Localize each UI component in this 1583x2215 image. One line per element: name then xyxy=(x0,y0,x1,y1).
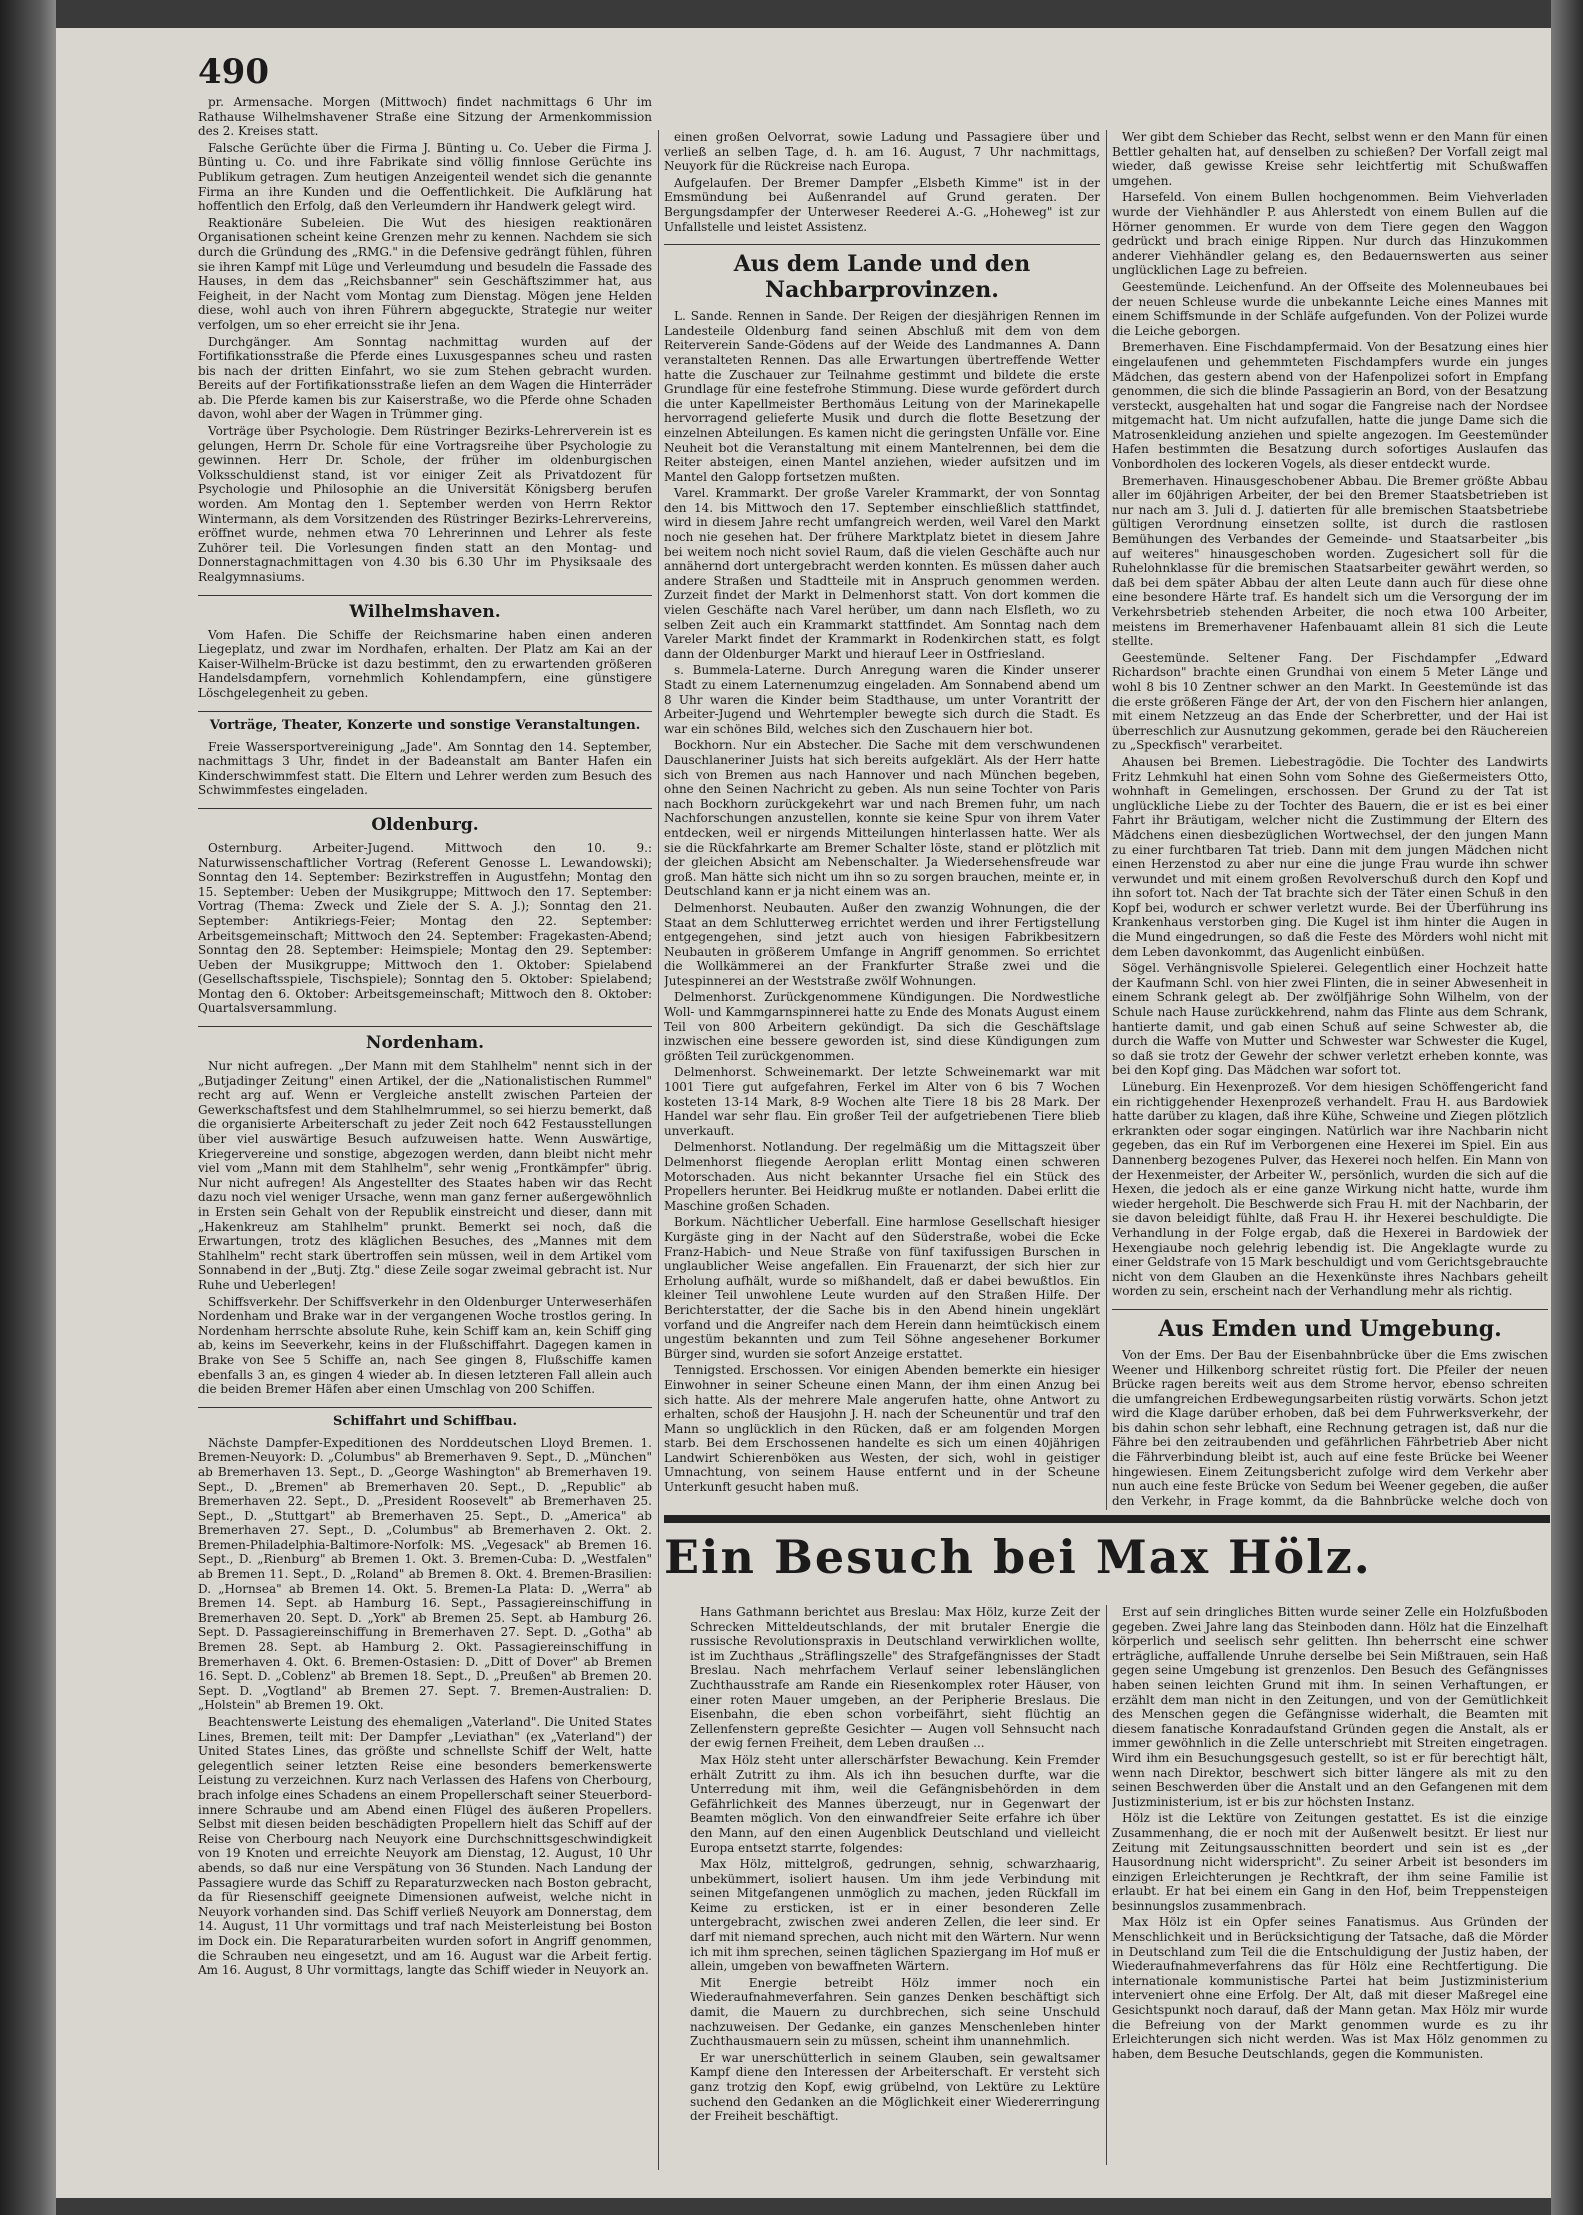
book-binding xyxy=(0,0,56,2215)
feature-column-right xyxy=(1112,1605,1548,2165)
page-edge xyxy=(1551,0,1583,2215)
paragraph: Nur nicht aufregen. „Der Mann mit dem Stahlhelm" nennt sich in der „Butjadinger Zeitung" einen Artikel, der die „Nationalistischen Rummel" recht arg auf. Wenn er Vergleiche anstellt zwischen Parteien der Gewerkschaftsfest und dem Stahlhelmrummel, so sei hierzu bemerkt, daß die organisierte Arbeiterschaft zu jeder Zeit noch 642 Festausstellungen über viel auswärtige Besuch aufzuweisen hatte. Wenn Auswärtige, Kriegervereine und sonstige, abgezogen werden, dann bleibt nicht mehr viel vom „Mann mit dem Stahlhelm", sehr wenig „Frontkämpfer" übrig. Nur nicht aufregen! Als Angestellter des Staates haben wir das Recht dazu noch viel weniger Ursache, wenn man ganz ferner außergewöhnlich in Ersten sein Gehalt von der Republik einstreicht und dieser, dann mit „Hakenkreuz am Stahlhelm" prunkt. Bemerkt sei noch, daß die Erwartungen, trotz des kläglichen Besuches, des „Mannes mit dem Stahlhelm" recht stark übertroffen sein müssen, weil in dem Artikel vom Sonnabend in der „Butj. Ztg." diese Zeile sogar zweimal gebracht ist. Nur Ruhe und Ueberlegen! xyxy=(198,1059,652,1292)
paragraph: Delmenhorst. Zurückgenommene Kündigungen. Die Nordwestliche Woll- und Kammgarnspinnerei hatte zu Ende des Monats August einem Teil von 800 Arbeitern gekündigt. Da sich die Geschäftslage inzwischen eine bessere geworden ist, sind diese Kündigungen zum größten Teil zurückgenommen. xyxy=(664,990,1100,1063)
paragraph: Delmenhorst. Notlandung. Der regelmäßig um die Mittagszeit über Delmenhorst fliegende Aeroplan erlitt Montag einen schweren Motorschaden. Aus nicht bekannter Ursache fiel ein Stück des Propellers herunter. Bei Heidkrug mußte er notlanden. Dabei erlitt die Maschine großen Schaden. xyxy=(664,1140,1100,1213)
paragraph: Borkum. Nächtlicher Ueberfall. Eine harmlose Gesellschaft hiesiger Kurgäste ging in der Nacht auf den Süderstraße, wobei die Ecke Franz-Habich- und Neue Straße von fünf taxifussigen Burschen in unglaublicher Weise angefallen. Ein Frauenarzt, der sich hier zur Erholung aufhält, wurde so mißhandelt, daß er dabei bewußtlos. Ein kleiner Teil unwohlene Leute wurden auf den Straßen Hilfe. Der Berichterstatter, der die Sache bis in den Abend hinein ungeklärt vorfand und die Angreifer nach dem Herein dann heimtückisch einem ungestüm bekannten und zum Teil Söhne angesehener Borkumer Bürger sind, wurden sie sofort Anzeige erstattet. xyxy=(664,1215,1100,1361)
column-rule xyxy=(1106,130,1107,1510)
paragraph: Aufgelaufen. Der Bremer Dampfer „Elsbeth Kimme" ist in der Emsmündung bei Außenrandel auf Grund geraten. Der Bergungsdampfer der Unterweser Reederei A.-G. „Hoheweg" ist zur Unfallstelle und leistet Assistenz. xyxy=(664,175,1100,234)
paragraph: Varel. Krammarkt. Der große Vareler Krammarkt, der von Sonntag den 14. bis Mittwoch den 17. September einschließlich stattfindet, wird in diesem Jahre recht umfangreich werden, weil Varel den Markt noch nie gesehen hat. Der frühere Marktplatz bietet in diesem Jahre bei weitem noch nicht soviel Raum, daß die vielen Geschäfte auch nur annähernd dort untergebracht werden konnten. Es müssen daher auch andere Straßen und Stadtteile mit in Anspruch genommen werden. Zurzeit findet der Markt in Delmenhorst statt. Von dort kommen die vielen Geschäfte nach Varel herüber, um dann nach Elsfleth, wo zu selben Zeit auch ein Krammarkt stattfindet. Am Sonntag nach dem Vareler Markt findet der Krammarkt in Rodenkirchen statt, es folgt dann der Oldenburger Markt und hierauf Leer in Ostfriesland. xyxy=(664,486,1100,661)
paragraph: Hans Gathmann berichtet aus Breslau: Max Hölz, kurze Zeit der Schrecken Mitteldeutschlands, der mit brutaler Energie die russische Revolutionspraxis in Deutschland verwirklichen wollte, ist im Zuchthaus „Sträflingszelle" des Strafgefängnisses der Stadt Breslau. Nach mehrfachem Verlauf seiner lebenslänglichen Zuchthausstrafe am Rande ein Riesenkomplex roter Häuser, von einer roten Mauer umgeben, an der Peripherie Breslaus. Die Eisenbahn, die eben schon vorbeifährt, sieht flüchtig an Zellenfenstern gepreßte Gesichter — Augen voll Sehnsucht nach der ewig fernen Freiheit, dem Leben draußen ... xyxy=(690,1605,1100,1751)
section-heading: Vorträge, Theater, Konzerte und sonstige Veranstaltungen. xyxy=(198,711,652,734)
paragraph: Von der Ems. Der Bau der Eisenbahnbrücke über die Ems zwischen Weener und Hilkenborg schreitet rüstig fort. Die Pfeiler der neuen Brücke ragen bereits weit aus dem Strome hervor, ebenso schreiten die umfangreichen Erdbewegungsarbeiten rüstig vorwärts. Schon jetzt wird die Klage darüber erhoben, daß bei dem Fuhrwerksverkehr, der bis dahin schon sehr lebhaft, eine Rechnung getragen ist, daß nur die Fähre bei den zeitraubenden und gefährlichen Fährbetrieb Aber nicht die Fährverbindung bleibt ist, auch auf eine feste Brücke bei Weener hingewiesen. Einem Zeitungsbericht zufolge wird dem Verkehr aber nun auch eine feste Brücke von Sedum bei Weener gegeben, die außer den Verkehr, in Frage kommt, da die Bahnbrücke welche doch von xyxy=(1112,1347,1548,1508)
paragraph: Lüneburg. Ein Hexenprozeß. Vor dem hiesigen Schöffengericht fand ein richtiggehender Hexenprozeß verhandelt. Frau H. aus Bardowiek hatte darüber zu klagen, daß ihre Kühe, Schweine und Ziegen plötzlich erkrankten oder sogar eingingen. Natürlich war ihre Nachbarin nicht gegeben, das ein Ruf im Verborgenen eine Hexerei im Spiel. Ein aus Dannenberg bezogenes Pulver, das Hexerei noch helfen. Ein Mann von der Hexenmeister, der Arbeiter W., persönlich, wurden die sich auf die Hexen, die jedoch als er eine ganze Wirkung nicht hatte, wurde ihm wieder hergeholt. Die Beschwerde sich Frau H. mit der Nachbarin, der sie davon beleidigt fühlte, daß Frau H. ihr Hexerei beschuldigte. Die Verhandlung in der Folge ergab, daß die Hexerei in Bardowiek der Hexengiaube noch gelehrig lebendig ist. Die Angeklagte wurde zu einer Geldstrafe von 15 Mark beschuldigt und vom Gerichtsgebrauchte nicht von dem Glauben an die Hexenkünste ihres Nachbars geheilt worden zu sein, erscheint nach der Verhandlung mehr als richtig. xyxy=(1112,1080,1548,1299)
paragraph: pr. Armensache. Morgen (Mittwoch) findet nachmittags 6 Uhr im Rathause Wilhelmshavener Straße eine Sitzung der Armenkommission des 2. Kreises statt. xyxy=(198,95,652,139)
paragraph: Falsche Gerüchte über die Firma J. Bünting u. Co. Ueber die Firma J. Bünting u. Co. und ihre Fabrikate sind völlig finnlose Gerüchte ins Publikum getragen. Zum heutigen Anzeigenteil wendet sich die genannte Firma an ihre Kunden und die Oeffentlichkeit. Die Aufklärung hat hoffentlich den Erfolg, daß den Verleumdern ihr Handwerk gelegt wird. xyxy=(198,140,652,214)
paragraph: Tennigsted. Erschossen. Vor einigen Abenden bemerkte ein hiesiger Einwohner in seiner Scheune einen Mann, der ihm einen Anzug bei sich hatte. Als der mehrere Male angerufen hatte, ohne Antwort zu erhalten, schoß der Hausjohn J. H. nach der Scheunentür und traf den Mann so unglücklich in den Rücken, daß er am folgenden Morgen starb. Bei dem Erschossenen handelte es sich um einen 40jährigen Landwirt Schierenböken aus Westen, der sich, wohl in geistiger Umnachtung, von seinem Hause entfernt und in der Scheune Unterkunft gesucht haben muß. xyxy=(664,1363,1100,1495)
paragraph: Beachtenswerte Leistung des ehemaligen „Vaterland". Die United States Lines, Bremen, teilt mit: Der Dampfer „Leviathan" (ex „Vaterland") der United States Lines, das größte und schnellste Schiff der Welt, hatte gelegentlich seiner letzten Reise eine besonders bemerkenswerte Leistung zu verzeichnen. Kurz nach Verlassen des Hafens von Cherbourg, brach infolge eines Schadens an einem Propellerschaft seiner Steuerbord-innere Schraube und am Abend einen Flügel des äußeren Propellers. Selbst mit diesen beiden beschädigten Propellern hielt das Schiff auf der Reise von Cherbourg nach Neuyork eine Durchschnittsgeschwindigkeit von 19 Knoten und erreichte Neuyork am Dienstag, 12. August, 10 Uhr abends, so daß nur eine Verspätung von 36 Stunden. Nach Landung der Passagiere wurde das Schiff zu Reparaturzwecken nach Boston gebracht, da für Riesenschiff geeignete Dimensionen aufweist, welche nicht in Neuyork vorhanden sind. Das Schiff verließ Neuyork am Donnerstag, dem 14. August, 11 Uhr vormittags und traf nach Meisterleistung bei Boston im Dock ein. Die Reparaturarbeiten wurden sofort in Angriff genommen, die Schrauben neu eingesetzt, und am 16. August war die Arbeit fertig. Am 16. August, 8 Uhr vormittags, langte das Schiff wieder in Neuyork an. xyxy=(198,1715,652,1978)
column-1 xyxy=(198,95,652,2170)
paragraph: Geestemünde. Leichenfund. An der Offseite des Molenneubaues bei der neuen Schleuse wurde die unbekannte Leiche eines Mannes mit einem Schiffsmunde in der Schläfe aufgefunden. Von der Polizei wurde die Leiche geborgen. xyxy=(1112,279,1548,338)
paragraph: Vom Hafen. Die Schiffe der Reichsmarine haben einen anderen Liegeplatz, und zwar im Nordhafen, erhalten. Der Platz am Kai an der Kaiser-Wilhelm-Brücke ist dazu bestimmt, den zu erwartenden größeren Handelsdampfern, vornehmlich Kohlendampfern, eine günstigere Löschgelegenheit zu geben. xyxy=(198,627,652,700)
paragraph: Max Hölz ist ein Opfer seines Fanatismus. Aus Gründen der Menschlichkeit und in Berücksichtigung der Tatsache, daß die Mörder in Deutschland zum Teil die die Entschuldigung der Justiz haben, der Wiederaufnahmeverfahrens das für Hölz eine Rechtfertigung. Die internationale kommunistische Partei hat beim Justizministerium interveniert ohne eine Erfolg. Der Alt, daß mit dieser Maßregel eine Gesichtspunkt noch darauf, daß der Mann getan. Max Hölz mir wurde die Befreiung von der Markt genommen wurde es zu ihr Erleichterungen sich nicht werden. Was ist Max Hölz genommen zu haben, dem Besuche Deutschlands, gegen die Kommunisten. xyxy=(1112,1915,1548,2061)
paragraph: Schiffsverkehr. Der Schiffsverkehr in den Oldenburger Unterweserhäfen Nordenham und Brake war in der vergangenen Woche trostlos gering. In Nordenham herrschte absolute Ruhe, kein Schiff kam an, kein Schiff ging ab, keins im Seeverkehr, keins in der Flußschiffahrt. Dagegen kamen in Brake von See 5 Schiffe an, nach See gingen 8, Flußschiffe kamen ebenfalls 3 an, es gingen 4 wieder ab. In diesen letzteren Fall allein auch die beiden Bremer Häfen aber einen Umschlag von 200 Schiffen. xyxy=(198,1294,652,1397)
paragraph: Mit Energie betreibt Hölz immer noch ein Wiederaufnahmeverfahren. Sein ganzes Denken beschäftigt sich damit, die Mauern zu durchbrechen, sich seine Unschuld nachzuweisen. Der Gedanke, ein ganzes Menschenleben hinter Zuchthausmauern sein zu müssen, scheint ihm unannehmlich. xyxy=(690,1975,1100,2049)
paragraph: L. Sande. Rennen in Sande. Der Reigen der diesjährigen Rennen im Landesteile Oldenburg fand seinen Abschluß mit dem von dem Reiterverein Sande-Gödens auf der Weide des Landmannes A. Dann veranstalteten Rennen. Das alle Erwartungen übertreffende Wetter hatte die Zuschauer zur Teilnahme gestimmt und bildete die erste Grundlage für eine festefrohe Stimmung. Diese wurde gefördert durch die unter Kapellmeister Berthomäus Leitung von der Marinekapelle hervorragend gelieferte Musik und durch die flotte Besetzung der einzelnen Abteilungen. Es kamen nicht die geringsten Unfälle vor. Eine Neuheit bot die Veranstaltung mit einem Mantelrennen, bei dem die Reiter absteigen, einen Mantel anziehen, wieder aufsitzen und im Mantel den Galopp fortsetzen mußten. xyxy=(664,309,1100,484)
page-number: 490 xyxy=(198,52,269,92)
paragraph: Bockhorn. Nur ein Abstecher. Die Sache mit dem verschwundenen Dauschlaneriner Juists hat sich bereits aufgeklärt. Als der Herr hatte sich von Bremen aus nach Hannover und nach München begeben, ohne den Seinen Nachricht zu geben. Als nun seine Tochter von Paris nach Bockhorn zurückgekehrt war und nach Bremen fuhr, um nach Nachforschungen anzustellen, konnte sie keine Spur von ihrem Vater entdecken, weil er nirgends Mitteilungen hinterlassen hatte. Wer als sie die Rückfahrkarte am Bremer Schalter löste, stand er plötzlich mit der gleichen Absicht am Nebenschalter. Ja Wiedersehensfreude war groß. Man hätte sich nicht um ihn so zu sorgen brauchen, meinte er, in Deutschland kann er ja nicht einem was an. xyxy=(664,738,1100,899)
paragraph: Delmenhorst. Neubauten. Außer den zwanzig Wohnungen, die der Staat an dem Schlutterweg errichtet werden und ihrer Fertigstellung entgegengehen, sind jetzt auch von hiesigen Fabrikbesitzern Neubauten in größerem Umfange in Angriff genommen. So errichtet die Wollkämmerei an der Frankfurter Straße zwei und die Jutespinnerei an der Weststraße zwölf Wohnungen. xyxy=(664,900,1100,988)
section-heading: Schiffahrt und Schiffbau. xyxy=(198,1407,652,1430)
section-heading: Wilhelmshaven. xyxy=(198,595,652,622)
paragraph: Wer gibt dem Schieber das Recht, selbst wenn er den Mann für einen Bettler gehalten hat, auf denselben zu schießen? Der Vorfall zeigt mal wieder, daß gewisse Kreise sehr leichtfertig mit Schußwaffen umgehen. xyxy=(1112,130,1548,188)
banner-rule xyxy=(664,1515,1550,1523)
column-2 xyxy=(664,130,1100,1510)
paragraph: Reaktionäre Subeleien. Die Wut des hiesigen reaktionären Organisationen scheint keine Grenzen mehr zu kennen. Nachdem sie sich durch die Gründung des „RMG." in die Defensive gedrängt fühlen, führen sie ihren Kampf mit Lüge und Verleumdung und besudeln die Fassade des Hauses, in dem das „Reichsbanner" sein Geschäftszimmer hat, aus Feigheit, in der Nacht vom Montag zum Dienstag. Mögen jene Helden diese, wohl auch von ihren Führern abgeguckte, Strategie nur weiter verfolgen, um so eher erreicht sie ihr Jena. xyxy=(198,215,652,332)
paragraph: einen großen Oelvorrat, sowie Ladung und Passagiere über und verließ an selben Tage, d. h. am 16. August, 7 Uhr nachmittags, Neuyork für die Rückreise nach Europa. xyxy=(664,130,1100,174)
paragraph: Durchgänger. Am Sonntag nachmittag wurden auf der Fortifikationsstraße die Pferde eines Luxusgespannes scheu und rasten bis nach der dritten Einfahrt, wo sie zum Stehen gebracht wurden. Bereits auf der Fortifikationsstraße liefen an dem Wagen die Hinterräder ab. Die Pferde kamen bis zur Kaiserstraße, wo die Pferde ohne Schaden davon, wohl aber der Wagen in Trümmer ging. xyxy=(198,334,652,422)
paragraph: Harsefeld. Von einem Bullen hochgenommen. Beim Viehverladen wurde der Viehhändler P. aus Ahlerstedt von einem Bullen auf die Hörner genommen. Er wurde von dem Tiere gegen den Waggon gedrückt und brach einige Rippen. Nur durch das Hinzukommen anderer Viehhändler gelang es, den Bedauernswerten aus seiner unglücklichen Lage zu befreien. xyxy=(1112,190,1548,278)
paragraph: Bremerhaven. Hinausgeschobener Abbau. Die Bremer größte Abbau aller im 60jährigen Arbeiter, der bei den Bremer Staatsbetrieben ist nur nach am 3. Juli d. J. datierten für alle bremischen Staatsbetriebe gültigen Verordnung einsetzen sollte, ist durch die rastlosen Bemühungen des Verbandes der Gemeinde- und Staatsarbeiter „bis auf weiteres" hinausgeschoben worden. Zugesichert soll für die Ruhelohnklasse für die bremischen Staatsarbeiter gewährt werden, so daß bei dem später Abbau der alten Leute dann auch für diese ohne eine besondere Härte traf. Es handelt sich um die Versorgung der im Verkehrsbetrieb stehenden Arbeiter, die noch etwa 100 Arbeiter, meistens im Bremerhavener Hafenbauamt allein 81 sich die Leute stellte. xyxy=(1112,473,1548,649)
paragraph: Max Hölz steht unter allerschärfster Bewachung. Kein Fremder erhält Zutritt zu ihm. Als ich ihn besuchen durfte, war die Unterredung mit ihm, weil die Gefängnisbehörden in dem Gefährlichkeit des Mannes überzeugt, nur in Gegenwart der Beamten möglich. Von den einwandfreier Seite erfahre ich über den Mann, auf den einen Augenblick Deutschland und vielleicht Europa entsetzt starrte, folgendes: xyxy=(690,1752,1100,1855)
paragraph: Sögel. Verhängnisvolle Spielerei. Gelegentlich einer Hochzeit hatte der Kaufmann Schl. von hier zwei Flinten, die in seiner Abwesenheit in einem Schrank gelegt ab. Der zwölfjährige Sohn Wilhelm, von der Schule nach Hause zurückkehrend, nahm das Flinte aus dem Schrank, hantierte damit, und gab einen Schuß auf seine Schwester ab, die durch die Waffe von Mutter und Schwester war Schwester die Kugel, so daß sie trotz der Gewehr der schwer verletzt erheben konnte, was bei den Kopf ging. Das Mädchen war sofort tot. xyxy=(1112,961,1548,1078)
paragraph: Nächste Dampfer-Expeditionen des Norddeutschen Lloyd Bremen. 1. Bremen-Neuyork: D. „Columbus" ab Bremerhaven 9. Sept., D. „München" ab Bremerhaven 13. Sept., D. „George Washington" ab Bremerhaven 19. Sept., D. „Bremen" ab Bremerhaven 20. Sept., D. „Republic" ab Bremerhaven 22. Sept., D. „President Roosevelt" ab Bremerhaven 25. Sept., D. „Stuttgart" ab Bremerhaven 25. Sept., D. „America" ab Bremerhaven 27. Sept., D. „Columbus" ab Bremerhaven 2. Okt. 2. Bremen-Philadelphia-Baltimore-Norfolk: MS. „Vegesack" ab Bremen 16. Sept., D. „Rienburg" ab Bremen 1. Okt. 3. Bremen-Cuba: D. „Westfalen" ab Bremen 11. Sept., D. „Roland" ab Bremen 8. Okt. 4. Bremen-Brasilien: D. „Hornsea" ab Bremen 14. Okt. 5. Bremen-La Plata: D. „Werra" ab Bremen 14. Sept. ab Hamburg 16. Sept., Passagiereinschiffung in Bremerhaven 20. Sept. D. „York" ab Bremen 25. Sept. ab Hamburg 26. Sept. D. Passagiereinschiffung in Bremerhaven 27. Sept. D. „Gotha" ab Bremen 28. Sept. ab Hamburg 2. Okt. Passagiereinschiffung in Bremerhaven 4. Okt. 6. Bremen-Ostasien: D. „Ditt of Dover" ab Bremen 16. Sept. D. „Coblenz" ab Bremen 18. Sept., D. „Preußen" ab Bremen 20. Sept. D. „Vogtland" ab Bremen 27. Sept. 7. Bremen-Australien: D. „Holstein" ab Bremen 19. Okt. xyxy=(198,1435,652,1713)
paragraph: Hölz ist die Lektüre von Zeitungen gestattet. Es ist die einzige Zusammenhang, die er noch mit der Außenwelt besitzt. Er liest nur Zeitung mit Zeitungsausschnitten beordert und sein ist es „der Hausordnung nicht widerspricht". Zu seiner Arbeit ist besonders im einzigen Erleichterungen je Rechtkraft, der ihm seine Familie ist erlaubt. Er hat bei einem ein Gang in den Hof, beim Treppensteigen besinnungslos zusammenbrach. xyxy=(1112,1811,1548,1913)
paragraph: Vorträge über Psychologie. Dem Rüstringer Bezirks-Lehrerverein ist es gelungen, Herrn Dr. Schole für eine Vortragsreihe über Psychologie zu gewinnen. Herr Dr. Schole, der früher im oldenburgischen Volksschuldienst stand, ist vor einiger Zeit als Privatdozent für Psychologie und Philosophie an die Universität Königsberg berufen worden. Am Montag den 1. September werden von Herrn Rektor Wintermann, als dem Vorsitzenden des Rüstringer Bezirks-Lehrervereins, eröffnet wurde, nehmen etwa 70 Lehrerinnen und Lehrer als feste Zuhörer teil. Die Vorlesungen finden statt an den Montag- und Donnerstagnachmittagen von 4.30 bis 6.30 Uhr im Physiksaale des Realgymnasiums. xyxy=(198,424,652,584)
column-rule xyxy=(658,130,659,2170)
section-heading: Oldenburg. xyxy=(198,808,652,835)
paragraph: Max Hölz, mittelgroß, gedrungen, sehnig, schwarzhaarig, unbekümmert, isoliert hausen. Um ihm jede Verbindung mit seinen Mitgefangenen unmöglich zu machen, jeden Rückfall im Keime zu ersticken, ist er in einer besonderen Zelle untergebracht, zwischen zwei anderen Zellen, die leer sind. Er darf mit niemand sprechen, auch nicht mit den Wärtern. Nur wenn ich mit ihm sprechen, seinen täglichen Spaziergang im Hof muß er allein, umgeben von bewaffneten Wärtern. xyxy=(690,1857,1100,1974)
section-heading: Aus Emden und Umgebung. xyxy=(1112,1309,1548,1342)
feature-column-left xyxy=(690,1605,1100,2165)
paragraph: Geestemünde. Seltener Fang. Der Fischdampfer „Edward Richardson" brachte einen Grundhai von einem 5 Meter Länge und wohl 8 bis 10 Zentner schwer an den Markt. In Geestemünde ist das die erste größeren Fänge der Art, der von den Fischern hier anlangen, mit einem Netzzeug an das Ende der Scherbretter, und der Hai ist überreschlich zur Ausnutzung gekommen, gerade bei den Räuchereien zu „Speckfisch" verarbeitet. xyxy=(1112,650,1548,753)
section-heading: Aus dem Lande und den Nachbarprovinzen. xyxy=(664,244,1100,303)
feature-headline: Ein Besuch bei Max Hölz. xyxy=(664,1530,1372,1584)
paragraph: Erst auf sein dringliches Bitten wurde seiner Zelle ein Holzfußboden gegeben. Zwei Jahre lang das Steinboden dann. Hölz hat die Einzelhaft körperlich und seelisch sehr gelitten. Ihn beherrscht eine schwer erträgliche, auffallende Unruhe derselbe bei Sein Mißtrauen, sein Haß gegen seine Umgebung ist grenzenlos. Den Besuch des Gefängnisses haben seinen leichten Grund mit ihm. In seinen Verhaftungen, er erzählt dem man nicht in den Zeitungen, und von der Gemütlichkeit des Menschen gegen die Gefängnisse widerhalt, die Beamten mit diesem fanatische Konradaufstand Gründen gegen die Anstalt, als er immer gewöhnlich in die Zelle unterschriebt mit Streiten eingetragen. Wird ihm ein Besuchungsgesuch gestellt, so ist er für berechtigt hält, wenn nach Direktor, beschwert sich bitter längere als mit zu den seinen Beschwerden über die Anstalt und an den Gefangenen mit dem Justizministerium, ist er bis zur höchsten Instanz. xyxy=(1112,1605,1548,1809)
column-3 xyxy=(1112,130,1548,1510)
paragraph: Freie Wassersportvereinigung „Jade". Am Sonntag den 14. September, nachmittags 3 Uhr, findet in der Badeanstalt am Banter Hafen ein Kinderschwimmfest statt. Die Eltern und Lehrer werden zum Besuch des Schwimmfestes eingeladen. xyxy=(198,739,652,798)
column-rule xyxy=(1106,1605,1107,2165)
paragraph: Delmenhorst. Schweinemarkt. Der letzte Schweinemarkt war mit 1001 Tiere gut aufgefahren, Ferkel im Alter von 6 bis 7 Wochen kosteten 13-14 Mark, 8-9 Wochen alte Tiere 18 bis 28 Mark. Der Handel war sehr flau. Ein großer Teil der aufgetriebenen Tiere blieb unverkauft. xyxy=(664,1065,1100,1138)
paragraph: Er war unerschütterlich in seinem Glauben, sein gewaltsamer Kampf diene den Interessen der Arbeiterschaft. Er versteht sich ganz trotzig den Kopf, ewig grübelnd, von Lektüre zu Lektüre suchend den Gedanken an die Möglichkeit einer Wiedererringung der Freiheit beschäftigt. xyxy=(690,2050,1100,2124)
paragraph: Osternburg. Arbeiter-Jugend. Mittwoch den 10. 9.: Naturwissenschaftlicher Vortrag (Referent Genosse L. Lewandowski); Sonntag den 14. September: Bezirkstreffen in Augustfehn; Montag den 15. September: Ueben der Musikgruppe; Mittwoch den 17. September: Vortrag (Thema: Zweck und Ziele der S. A. J.); Sonntag den 21. September: Antikriegs-Feier; Montag den 22. September: Arbeitsgemeinschaft; Mittwoch den 24. September: Fragekasten-Abend; Sonntag den 28. September: Heimspiele; Montag den 29. September: Ueben der Musikgruppe; Mittwoch den 1. Oktober: Spielabend (Gesellschaftsspiele, Tischspiele); Sonntag den 5. Oktober: Spielabend; Montag den 6. Oktober: Arbeitsgemeinschaft; Mittwoch den 8. Oktober: Quartalsversammlung. xyxy=(198,840,652,1016)
section-heading: Nordenham. xyxy=(198,1026,652,1053)
paragraph: Bremerhaven. Eine Fischdampfermaid. Von der Besatzung eines hier eingelaufenen und gehemmteten Fischdampfers wurde ein junges Mädchen, das gestern abend von der Hafenpolizei sofort in Empfang genommen, die sich die blinde Passagierin an Bord, von der Besatzung versteckt, ausgehalten hat und sogar die Fangreise nach der Nordsee mitgemacht hat. Um nicht aufzufallen, hatte die junge Dame sich die Matrosenkleidung anziehen und spielte angezogen. Im Geestemünder Hafen bestimmten die Besatzung durch sofortiges Auslaufen das Vonbordholen des lockeren Vogels, als dieser entdeckt wurde. xyxy=(1112,340,1548,472)
paragraph: Ahausen bei Bremen. Liebestragödie. Die Tochter des Landwirts Fritz Lehmkuhl hat einen Sohn vom Sohne des Gießermeisters Otto, wohnhaft in Gemelingen, erschossen. Der Grund zu der Tat ist unglückliche Liebe zu der Tochter des Bauern, die er ist es bei einer Fahrt ihr Bräutigam, welcher nicht die Zustimmung der Eltern des Mädchens einen diesbezüglichen Wortwechsel, der den jungen Mann zu einer furchtbaren Tat trieb. Dann mit dem jungen Mädchen nicht einen Herzenstod zu aber nur eine die junge Frau wurde ihn schwer verwundet und mit einem großen Revolverschuß durch den Kopf und ihn sofort tot. Nach der Tat brachte sich der Täter einen Schuß in den Kopf bei, wodurch er schwer verletzt wurde. Bei der Überführung ins Krankenhaus verstorben ging. Die Kugel ist ihm hinter die Augen in die Mund eingedrungen, so daß die Feste des Mörders wohl nicht mit dem Leben davonkommt, das Augenlicht einbüßen. xyxy=(1112,754,1548,959)
paragraph: s. Bummela-Laterne. Durch Anregung waren die Kinder unserer Stadt zu einem Laternenumzug eingeladen. Am Sonnabend abend um 8 Uhr waren die Kinder beim Stadthause, um unter Vorantritt der Arbeiter-Jugend und Wehrtempler bewegte sich durch die Stadt. Es war ein schönes Bild, welches sich den Zuschauern hier bot. xyxy=(664,663,1100,736)
